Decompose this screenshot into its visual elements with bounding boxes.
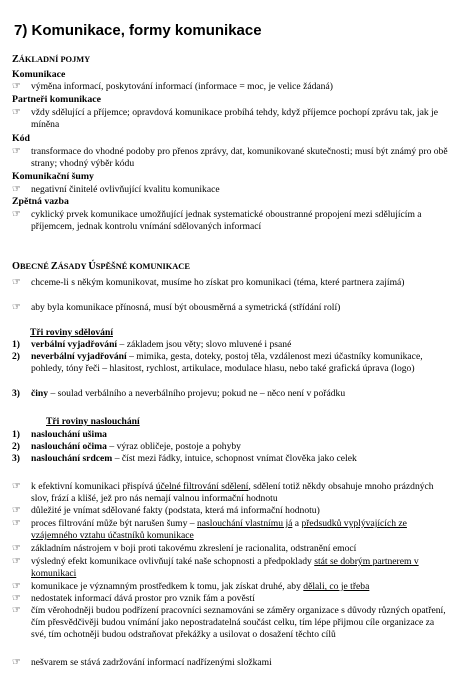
term-partneri: Partneři komunikace [12,94,101,105]
term-zpetna-vazba: Zpětná vazba [12,196,69,207]
pointing-hand-icon: ☞ [12,543,21,554]
document-page: 7) Komunikace, formy komunikace ZÁKLADNÍ POJMY Komunikace ☞ výměna informací, poskytování informací (informace = moc, je velice žádaná) Partneři komunikace ☞ vždy sdělující a příjemce; opravdová komunikace probíhá tehdy, když příjemce pochopí zprávu tak, jak je míněna Kód ☞ transformace do vhodné podoby pro přenos zprávy, dat, komunikované skutečnosti; musí být známý pro obě strany; vhodný výběr kódu Komunikační šumy ☞ negativní činitelé ovlivňující kvalitu komunikace Zpětná vazba ☞ cyklický prvek komunikace umožňující jednak systematické oboustranné propojení mezi sdělujícím a příjemcem, jednak kontrolu vnímání sdělovaných informací OBECNÉ ZÁSADY ÚSPĚŠNÉ KOMUNIKACE ☞ chceme-li s někým komunikovat, musíme ho získat pro komunikaci (téma, které partnera zajímá) ☞ aby byla komunikace přínosná, musí být obousměrná a symetrická (střídání rolí) Tři roviny sdělování 1) verbální vyjadřování – základem jsou věty; slovo mluvené i psané 2) neverbální vyjadřování – mimika, gesta, doteky, postoj těla, vzdálenost mezi účastníky komunikace, pohledy, tóny řeči – hlasitost, rychlost, artikulace, modulace hlasu, nebo také grafická úprava (logo) 3) činy – soulad verbálního a neverbálního projevu; pokud ne – něco není v pořádku Tři roviny naslouchání 1) naslouchání ušima 2) naslouchání očima – výraz obličeje, postoje a pohyby 3) naslouchání srdcem – číst mezi řádky, intuice, schopnost vnímat člověka jako celek ☞ k efektivní komunikaci přispívá účelné filtrování sdělení, sdělení totiž někdy obsahuje mnoho prázdných slov, frází a klišé, jež pro nás nemají valnou informační hodnotu ☞ důležité je vnímat sdělované fakty (podstata, která má informační hodnotu) ☞ proces filtrování může být narušen šumy – naslouchání vlastnímu já a předsudků vyplývajících ze vzájemného vztahu účastníků komunikace ☞ základním nástrojem v boji proti takovému zkreslení je racionalita, odstranění emocí ☞ výsledný efekt komunikace ovlivňují také naše schopnosti a předpoklady stát se dobrým partnerem v komunikaci ☞ komunikace je významným prostředkem k tomu, jak získat druhé, aby dělali, co je třeba ☞ nedostatek informací dává prostor pro vznik fám a pověstí ☞ čím věrohodněji budou podřízení pracovníci seznamováni se záměry organizace s důvody různých opatření, čím přesvědčivěji budou vnímání jako nepostradatelná součást celku, tím lépe přijmou cíle organizace za své, tím ochotněji budou odstraňovat překážky a usilovat o dosažení těchto cílů ☞ nešvarem se stává zadržování informací nadřízenými složkami [12,22,448,668]
subheading-roviny-sdelovani: Tři roviny sdělování [30,327,113,338]
page-title: 7) Komunikace, formy komunikace [14,22,262,39]
pointing-hand-icon: ☞ [12,146,21,157]
term-kod: Kód [12,133,30,144]
pointing-hand-icon: ☞ [12,605,21,616]
pointing-hand-icon: ☞ [12,184,21,195]
pointing-hand-icon: ☞ [12,581,21,592]
subheading-roviny-nasloucheni: Tři roviny naslouchání [46,416,140,427]
pointing-hand-icon: ☞ [12,657,21,668]
term-sumy: Komunikační šumy [12,171,94,182]
pointing-hand-icon: ☞ [12,277,21,288]
pointing-hand-icon: ☞ [12,556,21,567]
pointing-hand-icon: ☞ [12,593,21,604]
section-heading-zakladni-pojmy: ZÁKLADNÍ POJMY [12,54,91,65]
pointing-hand-icon: ☞ [12,505,21,516]
pointing-hand-icon: ☞ [12,107,21,118]
pointing-hand-icon: ☞ [12,302,21,313]
pointing-hand-icon: ☞ [12,81,21,92]
pointing-hand-icon: ☞ [12,518,21,529]
pointing-hand-icon: ☞ [12,481,21,492]
section-heading-obecne-zasady: OBECNÉ ZÁSADY ÚSPĚŠNÉ KOMUNIKACE [12,261,190,272]
term-komunikace: Komunikace [12,69,66,80]
pointing-hand-icon: ☞ [12,209,21,220]
